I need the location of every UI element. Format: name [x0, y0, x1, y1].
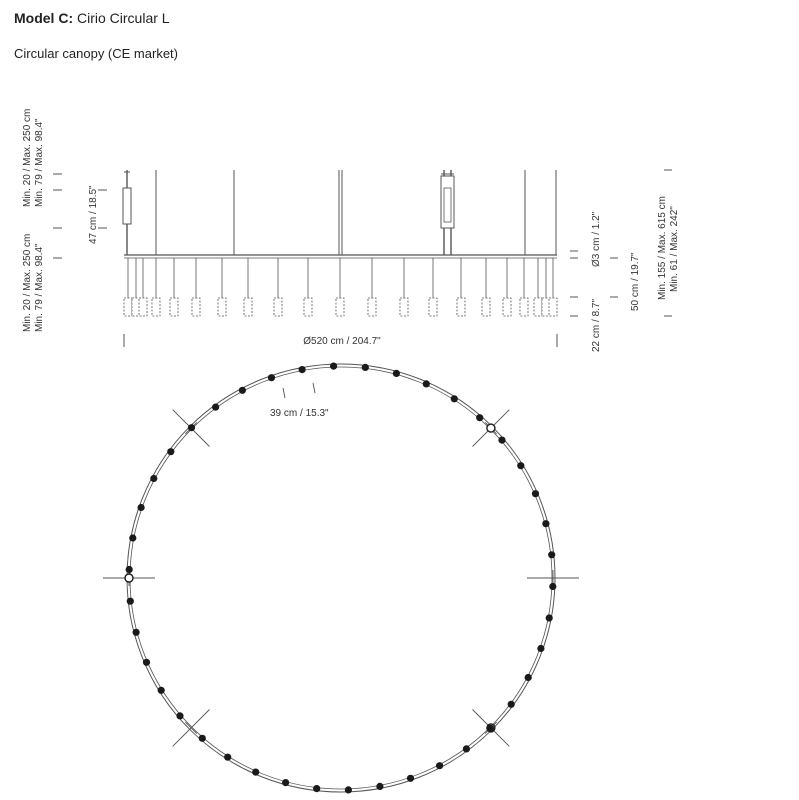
pendant-drop — [457, 258, 465, 316]
lamp-dot — [376, 783, 383, 790]
plan-view — [103, 363, 579, 794]
lamp-dot — [525, 674, 532, 681]
model-name: Cirio Circular L — [77, 10, 170, 26]
dim-ring-tube: Ø3 cm / 1.2" — [591, 211, 602, 267]
pendant-drops — [124, 258, 557, 316]
lamp-dot — [542, 520, 549, 527]
lamp-dot — [188, 424, 195, 431]
dim-diameter: Ø520 cm / 204.7" — [303, 336, 381, 347]
dim-suspension-upper-2: Min. 79 / Max. 98.4" — [34, 118, 45, 207]
driver-box — [123, 188, 131, 224]
lamp-dot — [549, 583, 556, 590]
lamp-dot — [126, 566, 133, 573]
lamp-dot — [345, 786, 352, 793]
model-label: Model C: — [14, 10, 74, 26]
dim-suspension-lower-1: Min. 20 / Max. 250 cm — [22, 233, 33, 332]
lamp-dot — [463, 745, 470, 752]
lamp-dot — [330, 363, 337, 370]
lamp-dot — [138, 504, 145, 511]
pendant-drop — [218, 258, 226, 316]
dim-suspension-lower-2: Min. 79 / Max. 98.4" — [34, 243, 45, 332]
lamp-dot — [158, 687, 165, 694]
lamp-dot — [224, 754, 231, 761]
lamp-dot — [546, 614, 553, 621]
lamp-dot — [252, 769, 259, 776]
pendant-drop — [152, 258, 160, 316]
pendant-drop — [274, 258, 282, 316]
pendant-drop — [304, 258, 312, 316]
lamp-dot — [299, 366, 306, 373]
dim-overall-2: Min. 61 / Max. 242" — [669, 206, 680, 292]
lamp-dot — [476, 414, 483, 421]
lamp-dot — [362, 364, 369, 371]
lamp-dot — [133, 629, 140, 636]
pendant-drop — [520, 258, 528, 316]
dim-canopy-height: 47 cm / 18.5" — [88, 185, 99, 244]
page-subtitle: Circular canopy (CE market) — [14, 46, 178, 61]
suspension-point — [487, 424, 495, 432]
lamp-dot — [407, 775, 414, 782]
dim-suspension-upper-1: Min. 20 / Max. 250 cm — [22, 108, 33, 207]
lamp-dot — [451, 395, 458, 402]
pendant-drop — [336, 258, 344, 316]
lamp-dot — [282, 779, 289, 786]
lamp-dot — [436, 762, 443, 769]
lamp-dot — [508, 701, 515, 708]
lamp-dot — [212, 404, 219, 411]
lamp-dot — [129, 534, 136, 541]
lamp-dot — [239, 387, 246, 394]
lamp-dot — [176, 712, 183, 719]
lamp-dot — [167, 448, 174, 455]
pendant-drop — [139, 258, 147, 316]
lamp-dot — [532, 490, 539, 497]
pendant-drop — [503, 258, 511, 316]
lamp-dot — [393, 370, 400, 377]
pendant-drop — [429, 258, 437, 316]
pendant-drop — [534, 258, 542, 316]
pendant-drop — [170, 258, 178, 316]
lamp-dot — [548, 551, 555, 558]
lamp-dot — [268, 374, 275, 381]
dim-overall-1: Min. 155 / Max. 615 cm — [657, 196, 668, 300]
lamp-dot — [537, 645, 544, 652]
elevation-view — [53, 170, 672, 347]
pendant-drop — [192, 258, 200, 316]
pendant-drop — [124, 258, 132, 316]
lamp-dot — [199, 735, 206, 742]
lamp-dot — [423, 380, 430, 387]
pendant-drop — [400, 258, 408, 316]
lamp-dot — [150, 475, 157, 482]
suspension-point — [125, 574, 133, 582]
pendant-drop — [482, 258, 490, 316]
lamp-dot — [313, 785, 320, 792]
lamp-dot — [517, 462, 524, 469]
dim-spacing: 39 cm / 15.3" — [270, 408, 329, 419]
dim-lamp-height: 22 cm / 8.7" — [591, 298, 602, 352]
pendant-drop — [368, 258, 376, 316]
dim-pendant-drop: 50 cm / 19.7" — [630, 252, 641, 311]
lamp-dot — [127, 598, 134, 605]
lamp-dot — [487, 725, 494, 732]
pendant-drop — [549, 258, 557, 316]
lamp-dot — [498, 437, 505, 444]
lamp-dot — [143, 659, 150, 666]
pendant-drop — [244, 258, 252, 316]
